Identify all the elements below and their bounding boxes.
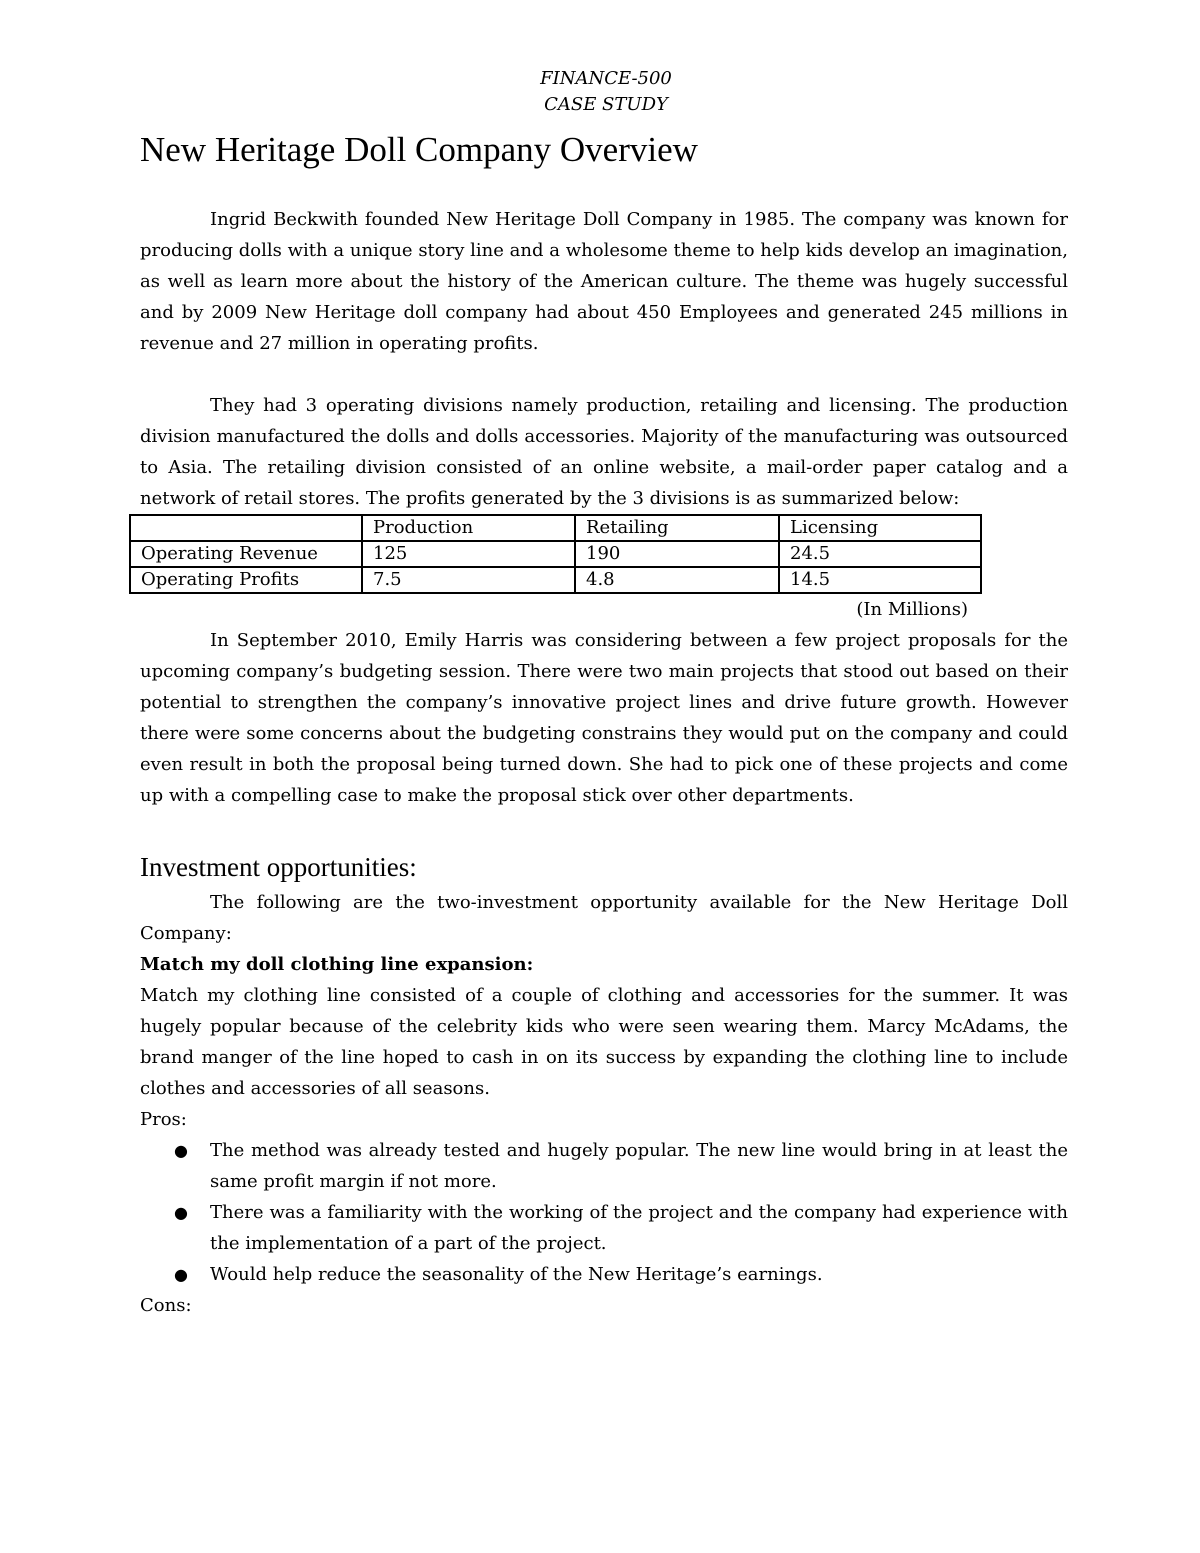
section-heading-investment: Investment opportunities:	[140, 852, 417, 882]
page-title: New Heritage Doll Company Overview	[140, 130, 698, 169]
table-cell: 24.5	[779, 541, 981, 567]
table-header-row	[130, 515, 981, 541]
subheading-clothing-line: Match my doll clothing line expansion:	[140, 954, 534, 975]
list-item-text: Would help reduce the seasonality of the New Heritage’s earnings.	[210, 1264, 823, 1285]
paragraph-proposals: In September 2010, Emily Harris was considering between a few project proposals for the upcoming company’s budgeting session. There were two main projects that stood out based on their potential to strengthen the company’s innovative project lines and drive future growth. However there were some concerns about the budgeting constrains they would put on the company and could even result in both the proposal being turned down. She had to pick one of these projects and come up with a compelling case to make the proposal stick over other departments.	[140, 630, 1068, 806]
list-item	[140, 1197, 1068, 1259]
table-header-cell	[130, 515, 362, 541]
paragraph-founding: Ingrid Beckwith founded New Heritage Doll Company in 1985. The company was known for producing dolls with a unique story line and a wholesome theme to help kids develop an imagination, as well as learn more about the history of the American culture. The theme was hugely successful and by 2009 New Heritage doll company had about 450 Employees and generated 245 millions in revenue and 27 million in operating profits.	[140, 209, 1068, 354]
table-cell: 4.8	[575, 567, 779, 593]
table-header-cell: Retailing	[575, 515, 779, 541]
clothing-line-description: Match my clothing line consisted of a couple of clothing and accessories for the summer. It was hugely popular because of the celebrity kids who were seen wearing them. Marcy McAdams, the brand manger of the line hoped to cash in on its success by expanding the clothing line to include clothes and accessories of all seasons.	[140, 985, 1068, 1099]
cons-label: Cons:	[140, 1295, 192, 1316]
table-cell: 190	[575, 541, 779, 567]
table-row	[130, 567, 981, 593]
list-item	[140, 1135, 1068, 1197]
list-item	[140, 1259, 1068, 1290]
document-header	[144, 66, 1068, 118]
bullet-icon: ●	[174, 1265, 188, 1284]
list-item-text: There was a familiarity with the working of the project and the company had experience with the implementation of a part of the project.	[210, 1202, 1068, 1254]
document-type: CASE STUDY	[544, 94, 668, 115]
table-cell: 125	[362, 541, 575, 567]
list-item-text: The method was already tested and hugely popular. The new line would bring in at least the same profit margin if not more.	[210, 1140, 1068, 1192]
document-page	[140, 66, 1068, 1321]
course-code: FINANCE-500	[540, 68, 672, 89]
table-header-cell: Production	[362, 515, 575, 541]
table-cell: 7.5	[362, 567, 575, 593]
table-cell: 14.5	[779, 567, 981, 593]
division-profits-table	[129, 514, 982, 594]
table-cell: Operating Profits	[130, 567, 362, 593]
table-row	[130, 541, 981, 567]
investment-intro: The following are the two-investment opportunity available for the New Heritage Doll Company:	[140, 892, 1068, 944]
table-unit-note: (In Millions)	[856, 599, 968, 620]
pros-list	[140, 1135, 1068, 1290]
bullet-icon: ●	[174, 1203, 188, 1222]
pros-label: Pros:	[140, 1109, 187, 1130]
table-header-cell: Licensing	[779, 515, 981, 541]
table-cell: Operating Revenue	[130, 541, 362, 567]
paragraph-divisions: They had 3 operating divisions namely production, retailing and licensing. The production division manufactured the dolls and dolls accessories. Majority of the manufacturing was outsourced to Asia. The retailing division consisted of an online website, a mail-order paper catalog and a network of retail stores. The profits generated by the 3 divisions is as summarized below:	[140, 395, 1068, 509]
bullet-icon: ●	[174, 1141, 188, 1160]
